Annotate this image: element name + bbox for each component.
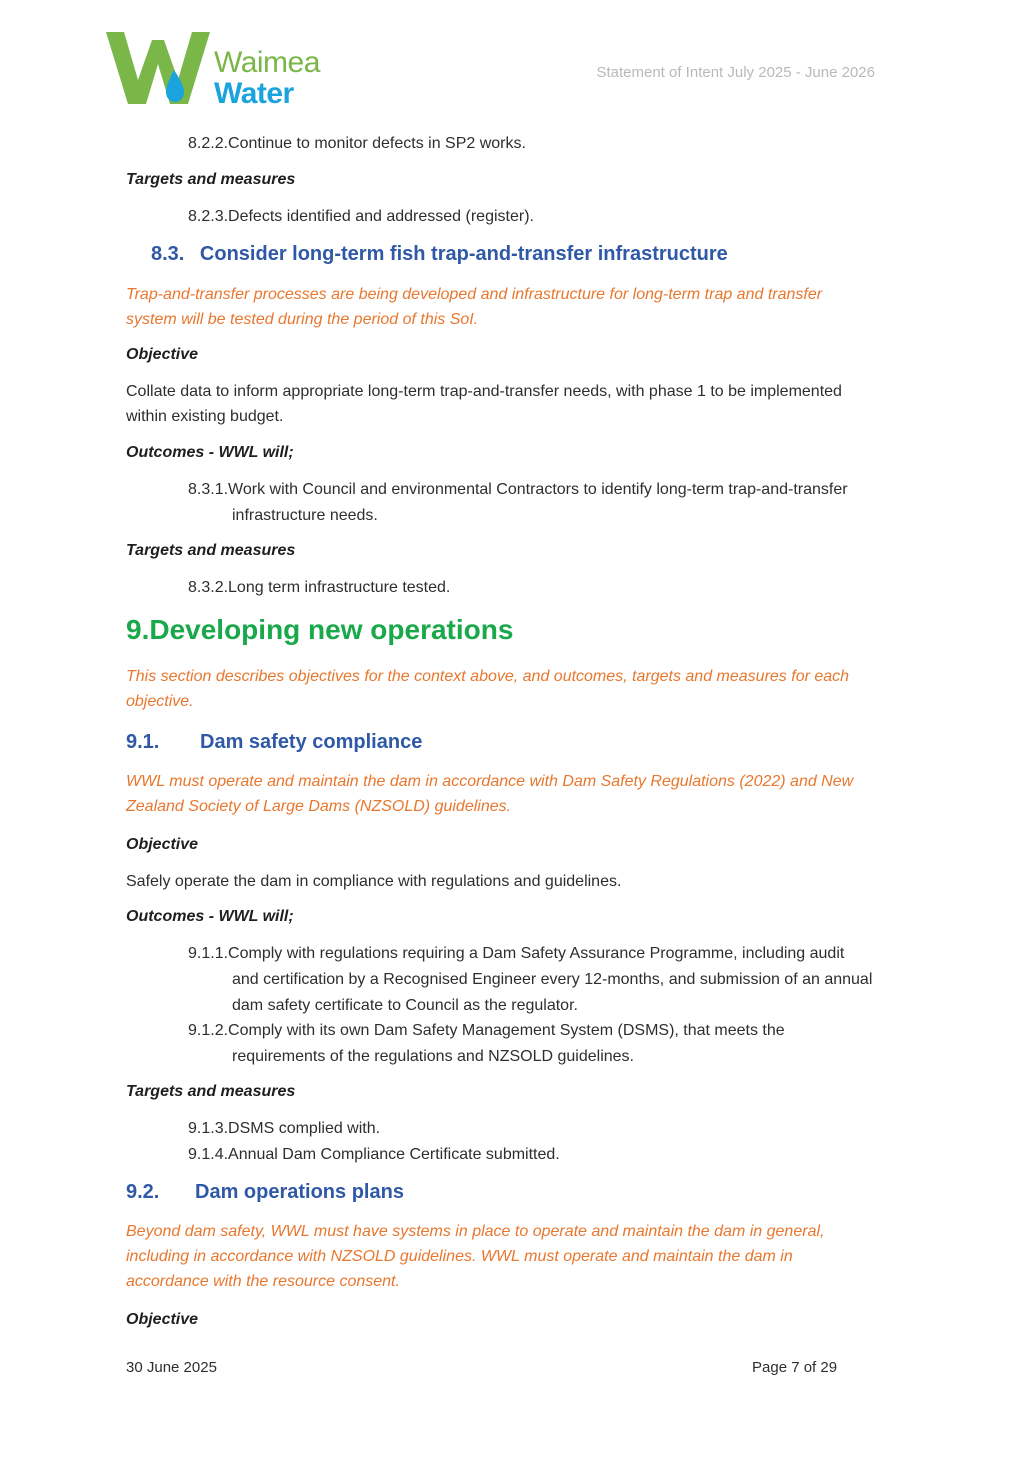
paragraph-line: Collate data to inform appropriate long-term trap-and-transfer needs, with phase 1 to be implemented	[126, 383, 842, 400]
targets-heading: Targets and measures	[126, 542, 296, 559]
section-heading-9-2	[126, 1181, 404, 1204]
context-line: Zealand Society of Large Dams (NZSOLD) guidelines.	[126, 798, 512, 815]
list-text: Continue to monitor defects in SP2 works.	[228, 135, 526, 152]
section-title: Developing new operations	[149, 614, 514, 645]
context-line: including in accordance with NZSOLD guidelines. WWL must operate and maintain the dam in	[126, 1248, 793, 1265]
list-number: 8.3.1.	[188, 481, 229, 498]
objective-text-9-1: Safely operate the dam in compliance with regulations and guidelines.	[126, 873, 622, 890]
targets-heading: Targets and measures	[126, 1083, 296, 1100]
context-line: system will be tested during the period of this SoI.	[126, 311, 479, 328]
context-line: objective.	[126, 693, 194, 710]
list-text-continuation: and certification by a Recognised Engineer every 12-months, and submission of an annual	[232, 971, 873, 988]
list-item	[188, 1018, 785, 1043]
list-text: Comply with its own Dam Safety Management System (DSMS), that meets the	[228, 1022, 785, 1039]
list-text: Long term infrastructure tested.	[228, 579, 451, 596]
section-heading-8-3	[151, 243, 728, 266]
objective-heading: Objective	[126, 836, 199, 853]
section-heading-9	[126, 614, 513, 646]
section-number: 9.1.	[126, 731, 160, 753]
outcomes-heading: Outcomes - WWL will;	[126, 908, 294, 925]
context-text-9-2	[126, 1219, 824, 1294]
section-title: Consider long-term fish trap-and-transfer infrastructure	[199, 243, 728, 265]
list-text: Work with Council and environmental Contractors to identify long-term trap-and-transfer	[228, 481, 848, 498]
list-item	[188, 204, 534, 229]
section-title: Dam operations plans	[195, 1181, 404, 1203]
list-text-continuation: infrastructure needs.	[232, 507, 378, 524]
logo-word-water: Water	[214, 77, 294, 110]
logo-word-waimea: Waimea	[214, 46, 320, 79]
section-number: 8.3.	[151, 243, 185, 265]
context-line: WWL must operate and maintain the dam in accordance with Dam Safety Regulations (2022) and New	[126, 773, 854, 790]
list-item	[188, 1116, 380, 1141]
list-text: Comply with regulations requiring a Dam Safety Assurance Programme, including audit	[228, 945, 845, 962]
list-item	[188, 575, 450, 600]
paragraph-line: within existing budget.	[126, 408, 284, 425]
context-line: Beyond dam safety, WWL must have systems in place to operate and maintain the dam in general,	[126, 1223, 825, 1240]
context-text-9	[126, 664, 849, 714]
list-text-continuation: dam safety certificate to Council as the regulator.	[232, 997, 578, 1014]
list-text: Defects identified and addressed (register).	[228, 208, 534, 225]
logo-w-mark-icon	[104, 26, 214, 110]
section-title: Dam safety compliance	[200, 731, 423, 753]
list-text-continuation: requirements of the regulations and NZSOLD guidelines.	[232, 1048, 634, 1065]
section-heading-9-1	[126, 731, 423, 754]
footer-date: 30 June 2025	[126, 1359, 217, 1376]
list-item	[188, 477, 848, 502]
context-line: This section describes objectives for the context above, and outcomes, targets and measures for each	[126, 668, 850, 685]
context-line: accordance with the resource consent.	[126, 1273, 400, 1290]
section-number: 9.	[126, 614, 150, 645]
objective-heading: Objective	[126, 1311, 199, 1328]
targets-heading: Targets and measures	[126, 171, 296, 188]
list-number: 9.1.4.	[188, 1146, 229, 1163]
list-item	[188, 941, 844, 966]
section-number: 9.2.	[126, 1181, 160, 1203]
objective-heading: Objective	[126, 346, 199, 363]
list-text: DSMS complied with.	[228, 1120, 381, 1137]
footer-page-number: Page 7 of 29	[752, 1359, 838, 1376]
list-number: 8.2.3.	[188, 208, 229, 225]
list-number: 8.3.2.	[188, 579, 229, 596]
list-number: 9.1.2.	[188, 1022, 229, 1039]
list-number: 9.1.1.	[188, 945, 229, 962]
context-line: Trap-and-transfer processes are being developed and infrastructure for long-term trap and transfer	[126, 286, 823, 303]
document-title: Statement of Intent July 2025 - June 2026	[596, 64, 875, 81]
list-number: 8.2.2.	[188, 135, 229, 152]
outcomes-heading: Outcomes - WWL will;	[126, 444, 294, 461]
list-text: Annual Dam Compliance Certificate submitted.	[228, 1146, 560, 1163]
list-item	[188, 131, 526, 156]
waimea-water-logo	[104, 26, 344, 110]
list-item	[188, 1142, 560, 1167]
context-text-8-3	[126, 282, 822, 332]
context-text-9-1	[126, 769, 853, 819]
list-number: 9.1.3.	[188, 1120, 229, 1137]
objective-text-8-3	[126, 379, 842, 429]
